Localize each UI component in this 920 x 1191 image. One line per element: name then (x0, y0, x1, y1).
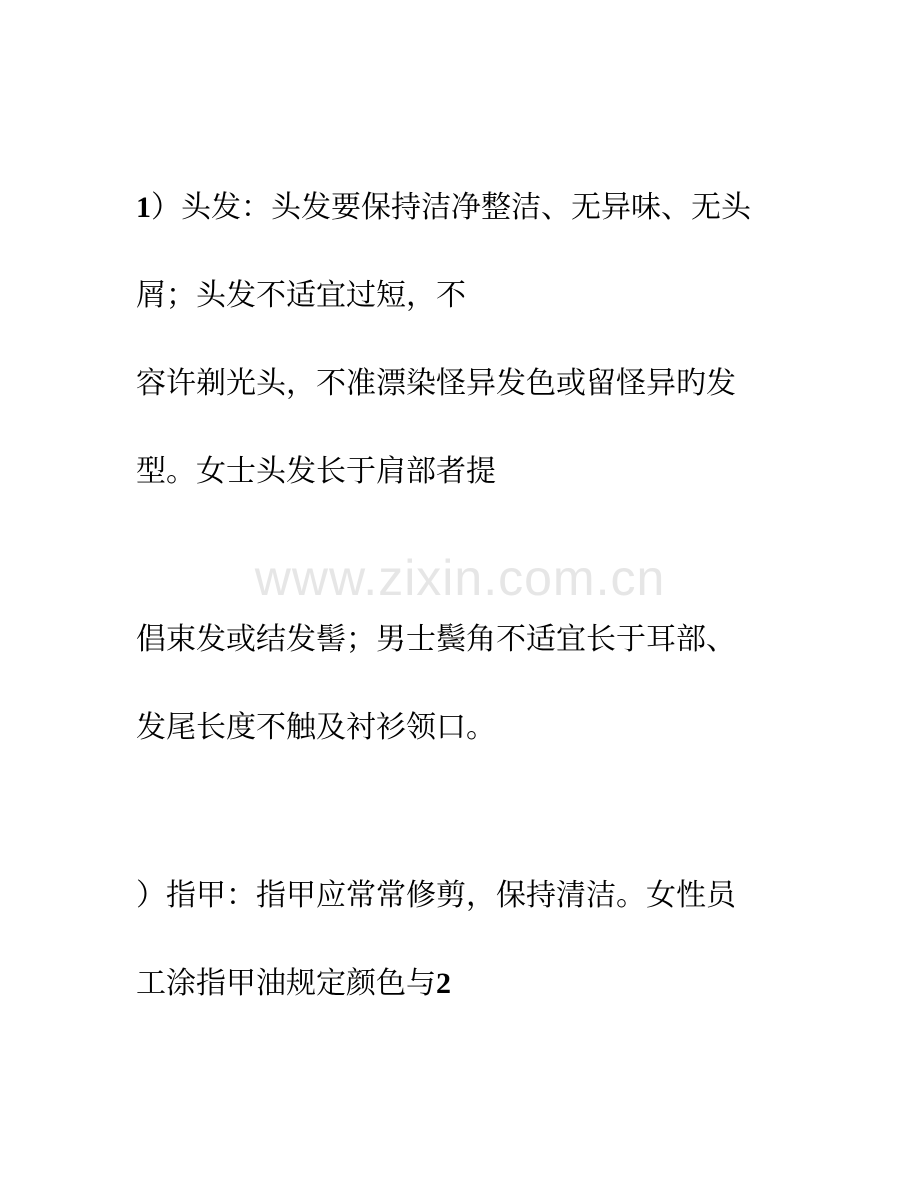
line-text: 倡束发或结发髻；男士鬓角不适宜长于耳部、 (136, 622, 736, 657)
paragraph-line-7 (136, 876, 736, 916)
line-text: ）指甲：指甲应常常修剪，保持清洁。女性员 (136, 878, 736, 913)
line-text: 型。女士头发长于肩部者提 (136, 454, 496, 489)
line-text: 工涂指甲油规定颜色与 (136, 966, 436, 1001)
paragraph-line-5 (136, 620, 736, 660)
paragraph-line-2 (136, 276, 466, 316)
line-text: 容许剃光头，不准漂染怪异发色或留怪异旳发 (136, 366, 736, 401)
paragraph-line-1 (136, 188, 751, 228)
paragraph-line-4 (136, 452, 496, 492)
watermark: www.zixin.com.cn (254, 550, 666, 606)
paragraph-line-3 (136, 364, 736, 404)
paragraph-line-8 (136, 964, 451, 1004)
line-text: 屑；头发不适宜过短，不 (136, 278, 466, 313)
item-number: 1 (136, 191, 151, 224)
paragraph-line-6 (136, 708, 496, 748)
trailing-number: 2 (436, 967, 451, 1000)
line-text: ）头发：头发要保持洁净整洁、无异味、无头 (151, 190, 751, 225)
line-text: 发尾长度不触及衬衫领口。 (136, 710, 496, 745)
